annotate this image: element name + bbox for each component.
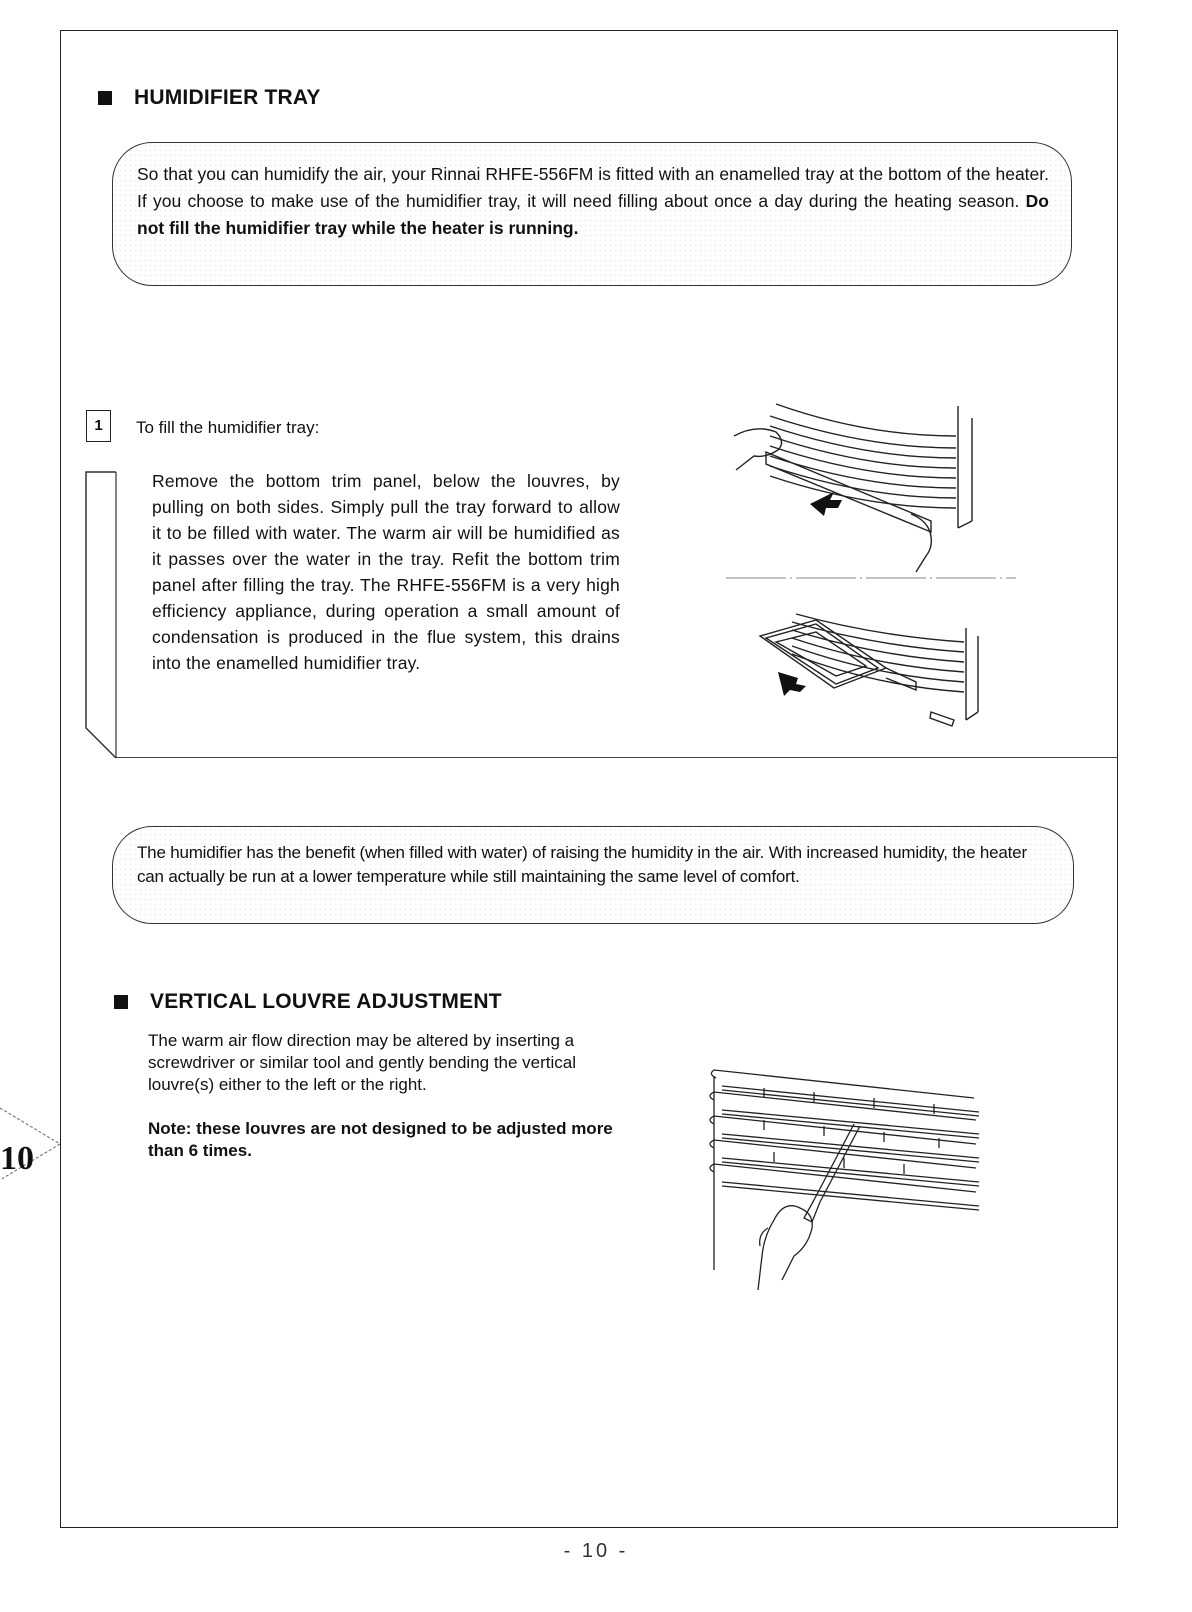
trim-panel-removal-illustration [726,396,1016,586]
step-label: To fill the humidifier tray: [136,418,320,437]
humidifier-tray-heading [98,86,321,110]
humidifier-benefit-text: The humidifier has the benefit (when filled with water) of raising the humidity in the air. With increased humidity, the heater can actually be run at a lower temperature while still maintaining the same level of comfort. [137,843,1027,886]
humidifier-intro-text: So that you can humidify the air, your Rinnai RHFE-556FM is fitted with an enamelled tray at the bottom of the heater. If you choose to make use of the humidifier tray, it will need filling about once a day during the heating season. [137,164,1049,211]
vertical-louvre-heading [114,990,502,1014]
tray-pulled-out-illustration [756,608,1006,748]
square-bullet-icon [98,91,112,105]
humidifier-benefit-callout [112,826,1074,924]
section-divider [116,757,1118,758]
humidifier-tray-title: HUMIDIFIER TRAY [134,86,321,109]
step-number-box: 1 [86,410,111,442]
square-bullet-icon [114,995,128,1009]
vertical-louvre-note: Note: these louvres are not designed to be adjusted more than 6 times. [148,1119,613,1160]
step-instructions: Remove the bottom trim panel, below the louvres, by pulling on both sides. Simply pull the tray forward to allow it to be filled with water. The warm air will be humidified as it passes over the water in the tray. Refit the bottom trim panel after filling the tray. The RHFE-556FM is a very high efficiency appliance, during operation a small amount of condensation is produced in the flue system, this drains into the enamelled humidifier tray. [152,471,620,673]
vertical-louvre-title: VERTICAL LOUVRE ADJUSTMENT [150,990,502,1013]
louvre-screwdriver-illustration [704,1060,1024,1310]
page-number: - 10 - [563,1540,629,1562]
vertical-louvre-instructions: The warm air flow direction may be altered by inserting a screwdriver or similar tool and gently bending the vertical louvre(s) either to the left or the right. [148,1031,577,1094]
humidifier-intro-paragraph [137,161,1049,242]
page-tab-number: 10 [0,1140,34,1177]
step-bracket [84,470,118,762]
humidifier-intro-callout [112,142,1072,286]
humidifier-warning-text: Do not fill the humidifier tray while the heater is running. [137,191,1049,238]
